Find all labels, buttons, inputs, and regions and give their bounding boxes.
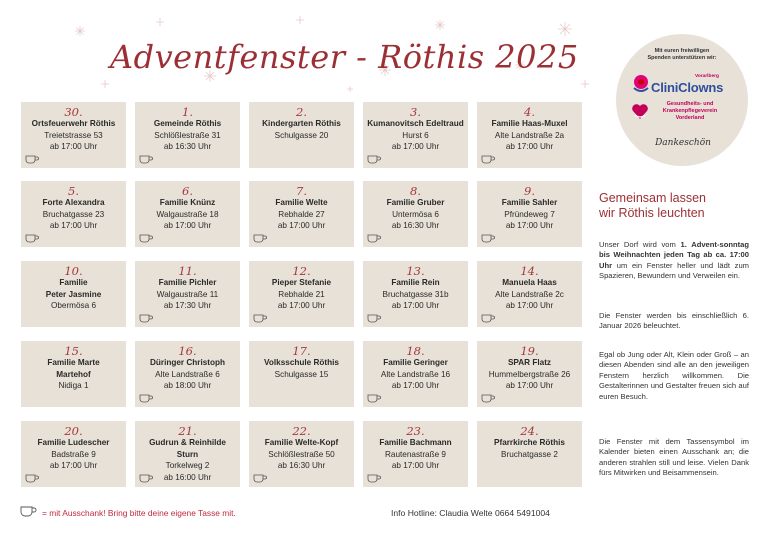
day-number: 20. xyxy=(64,424,83,438)
host-name: Familie Marte xyxy=(47,358,100,367)
thank-you-text: Dankeschön xyxy=(655,138,711,148)
address: Alte Landstraße 6 xyxy=(155,369,220,379)
calendar-card xyxy=(249,261,354,327)
calendar-card xyxy=(21,181,126,247)
calendar-card xyxy=(477,181,582,247)
address: Alte Landstraße 2c xyxy=(495,289,564,299)
kpv-logo-text xyxy=(650,101,730,122)
host-name-line2: Martehof xyxy=(56,369,91,379)
host-name: Familie Haas-Muxel xyxy=(491,119,568,128)
kpv-line2: Krankenpflegeverein xyxy=(662,108,718,114)
address: Bruchatgasse 2 xyxy=(501,449,558,459)
day-number: 3. xyxy=(410,105,421,119)
start-time: ab 17:00 Uhr xyxy=(163,221,212,230)
address: Rebhalde 21 xyxy=(278,289,325,299)
start-time: ab 18:00 Uhr xyxy=(163,381,212,390)
calendar-card xyxy=(363,181,468,247)
day-number: 9. xyxy=(524,184,535,198)
calendar-card xyxy=(477,102,582,168)
sidebar-heading-line2: wir Röthis leuchten xyxy=(599,206,705,220)
address: Schlößlestraße 31 xyxy=(154,130,221,140)
cup-icon xyxy=(139,473,153,483)
calendar-card xyxy=(135,341,240,407)
cup-icon xyxy=(367,313,381,323)
address: Hurst 6 xyxy=(402,130,429,140)
calendar-card xyxy=(477,421,582,487)
intro-text-bold: 1. Advent-sonntag bis Weihnachten jeden Tag ab ca. 17:00 Uhr xyxy=(599,240,749,270)
start-time: ab 16:30 Uhr xyxy=(163,142,212,151)
host-name: Familie Welte-Kopf xyxy=(264,438,339,447)
calendar-card xyxy=(135,181,240,247)
day-number: 22. xyxy=(292,424,311,438)
host-name: Kindergarten Röthis xyxy=(262,119,341,128)
day-number: 30. xyxy=(64,105,83,119)
address: Schulgasse 15 xyxy=(274,369,329,379)
start-time: ab 17:00 Uhr xyxy=(277,301,326,310)
calendar-card xyxy=(21,102,126,168)
day-number: 19. xyxy=(520,344,539,358)
address: Walgaustraße 11 xyxy=(156,289,219,299)
host-name: Düringer Christoph xyxy=(149,358,226,367)
host-name: Gemeinde Röthis xyxy=(153,119,222,128)
calendar-card xyxy=(135,261,240,327)
day-number: 7. xyxy=(296,184,307,198)
cup-icon xyxy=(139,313,153,323)
start-time: ab 17:30 Uhr xyxy=(163,301,212,310)
sponsor-intro xyxy=(628,48,736,62)
calendar-card xyxy=(249,341,354,407)
address: Untermösa 6 xyxy=(392,209,439,219)
cup-legend: = mit Ausschank! Bring bitte deine eigene Tasse mit. xyxy=(42,508,236,518)
start-time: ab 17:00 Uhr xyxy=(505,142,554,151)
kpv-line1: Gesundheits- und xyxy=(666,101,714,107)
address: Treietstrasse 53 xyxy=(44,130,103,140)
clown-logo-icon xyxy=(631,72,651,94)
day-number: 2. xyxy=(296,105,307,119)
calendar-card xyxy=(363,341,468,407)
day-number: 18. xyxy=(406,344,425,358)
address: Hummelbergstraße 26 xyxy=(488,369,571,379)
calendar-card xyxy=(363,261,468,327)
start-time: ab 17:00 Uhr xyxy=(277,221,326,230)
start-time: ab 16:00 Uhr xyxy=(163,472,212,482)
day-number: 1. xyxy=(182,105,193,119)
address: Nidiga 1 xyxy=(58,381,89,390)
start-time: ab 16:30 Uhr xyxy=(277,461,326,470)
address: Schulgasse 20 xyxy=(274,130,329,140)
intro-paragraph xyxy=(599,240,749,282)
address: Alte Landstraße 2a xyxy=(494,130,565,140)
address: Walgaustraße 18 xyxy=(156,209,219,219)
cup-icon xyxy=(481,154,495,164)
start-time: ab 17:00 Uhr xyxy=(391,461,440,470)
cup-icon xyxy=(367,473,381,483)
start-time: ab 17:00 Uhr xyxy=(505,381,554,390)
start-time: ab 17:00 Uhr xyxy=(49,221,98,230)
address: Obermösa 6 xyxy=(50,301,97,310)
cup-icon xyxy=(367,393,381,403)
cup-icon xyxy=(25,154,39,164)
cliniclowns-region: Vorarlberg xyxy=(695,74,719,79)
intro-text-end: um ein Fenster heller und lädt zum Spazieren, Bewundern und Verweilen ein. xyxy=(599,260,749,281)
day-number: 21. xyxy=(178,424,197,438)
welcome-paragraph: Egal ob Jung oder Alt, Klein oder Groß – an diesen Abenden sind alle an den jeweiligen Fenstern herzlich willkommen. Die Gestalterinnen und Gestalter freuen sich auf euren Besuch. xyxy=(599,350,749,401)
calendar-card xyxy=(477,261,582,327)
start-time: ab 16:30 Uhr xyxy=(391,221,440,230)
host-name: Familie Sahler xyxy=(501,198,558,207)
host-name: Gudrun & Reinhilde xyxy=(149,438,226,447)
cup-icon xyxy=(25,233,39,243)
sponsor-intro-line1: Mit euren freiwilligen xyxy=(654,48,710,54)
calendar-card xyxy=(249,421,354,487)
address: Bruchatgasse 31b xyxy=(382,289,449,299)
address: Schlößlestraße 50 xyxy=(268,449,335,459)
host-name-line2: Sturn xyxy=(176,449,199,459)
sponsor-intro-line2: Spenden unterstützen wir: xyxy=(647,55,717,61)
start-time: ab 17:00 Uhr xyxy=(49,142,98,151)
day-number: 10. xyxy=(64,264,83,278)
start-time: ab 17:00 Uhr xyxy=(505,221,554,230)
cup-icon xyxy=(253,473,267,483)
calendar-card xyxy=(135,102,240,168)
cup-icon xyxy=(481,393,495,403)
start-time: ab 17:00 Uhr xyxy=(505,301,554,310)
address: Pfründeweg 7 xyxy=(504,209,555,219)
calendar-card xyxy=(477,341,582,407)
sidebar-heading xyxy=(599,191,749,221)
day-number: 13. xyxy=(406,264,425,278)
cup-icon xyxy=(139,154,153,164)
host-name: Familie Knünz xyxy=(159,198,216,207)
calendar-card xyxy=(21,341,126,407)
day-number: 23. xyxy=(406,424,425,438)
day-number: 16. xyxy=(178,344,197,358)
address: Badstraße 9 xyxy=(51,449,96,459)
cup-icon xyxy=(139,393,153,403)
day-number: 5. xyxy=(68,184,79,198)
host-name: Familie Ludescher xyxy=(37,438,110,447)
address: Rautenastraße 9 xyxy=(385,449,446,459)
intro-text-start: Unser Dorf wird vom xyxy=(599,240,681,249)
day-number: 14. xyxy=(520,264,539,278)
address: Torkelweg 2 xyxy=(165,461,210,470)
cup-icon xyxy=(253,313,267,323)
day-number: 6. xyxy=(182,184,193,198)
host-name: Forte Alexandra xyxy=(42,198,105,207)
cup-icon xyxy=(481,313,495,323)
kpv-line3: Vorderland xyxy=(675,115,705,121)
cup-icon xyxy=(25,473,39,483)
cup-icon xyxy=(481,233,495,243)
start-time: ab 17:00 Uhr xyxy=(391,142,440,151)
host-name: Familie Bachmann xyxy=(379,438,452,447)
heart-logo-icon xyxy=(630,100,650,122)
host-name: Kumanovitsch Edeltraud xyxy=(367,119,464,128)
host-name: Pfarrkirche Röthis xyxy=(494,438,565,447)
day-number: 15. xyxy=(64,344,83,358)
host-name: Ortsfeuerwehr Röthis xyxy=(31,119,116,128)
host-name: Familie xyxy=(59,278,88,287)
cup-icon xyxy=(139,233,153,243)
calendar-card xyxy=(249,181,354,247)
day-number: 4. xyxy=(524,105,535,119)
cliniclowns-logo: CliniClowns xyxy=(651,80,724,95)
address: Alte Landstraße 16 xyxy=(380,369,451,379)
host-name: SPAR Flatz xyxy=(507,358,552,367)
address: Bruchatgasse 23 xyxy=(42,209,105,219)
cup-icon xyxy=(367,233,381,243)
day-number: 11. xyxy=(178,264,197,278)
start-time: ab 17:00 Uhr xyxy=(49,461,98,470)
sidebar-heading-line1: Gemeinsam lassen xyxy=(599,191,706,205)
host-name: Pieper Stefanie xyxy=(271,278,332,287)
host-name: Volksschule Röthis xyxy=(264,358,339,367)
calendar-card xyxy=(21,261,126,327)
info-hotline: Info Hotline: Claudia Welte 0664 5491004 xyxy=(391,508,550,518)
start-time: ab 17:00 Uhr xyxy=(391,381,440,390)
lighting-paragraph: Die Fenster werden bis einschließlich 6. Januar 2026 beleuchtet. xyxy=(599,311,749,331)
address: Rebhalde 27 xyxy=(278,209,325,219)
host-name-line2: Peter Jasmine xyxy=(45,289,102,299)
calendar-card xyxy=(135,421,240,487)
cup-icon xyxy=(253,233,267,243)
start-time: ab 17:00 Uhr xyxy=(391,301,440,310)
page-title: Adventfenster - Röthis 2025 xyxy=(110,38,579,76)
calendar-card xyxy=(363,421,468,487)
day-number: 12. xyxy=(292,264,311,278)
cup-info-paragraph: Die Fenster mit dem Tassensymbol im Kalender bieten einen Ausschank an; die anderen strahlen still und leise. Vielen Dank fürs Mitwirken und Beisammensein. xyxy=(599,437,749,478)
cup-icon xyxy=(367,154,381,164)
host-name: Familie Rein xyxy=(391,278,440,287)
cup-icon xyxy=(20,505,38,517)
host-name: Familie Geringer xyxy=(383,358,448,367)
host-name: Familie Welte xyxy=(275,198,328,207)
day-number: 17. xyxy=(292,344,311,358)
day-number: 8. xyxy=(410,184,421,198)
host-name: Familie Gruber xyxy=(386,198,445,207)
calendar-card xyxy=(249,102,354,168)
host-name: Familie Pichler xyxy=(158,278,217,287)
day-number: 24. xyxy=(520,424,539,438)
calendar-card xyxy=(363,102,468,168)
calendar-card xyxy=(21,421,126,487)
host-name: Manuela Haas xyxy=(502,278,557,287)
